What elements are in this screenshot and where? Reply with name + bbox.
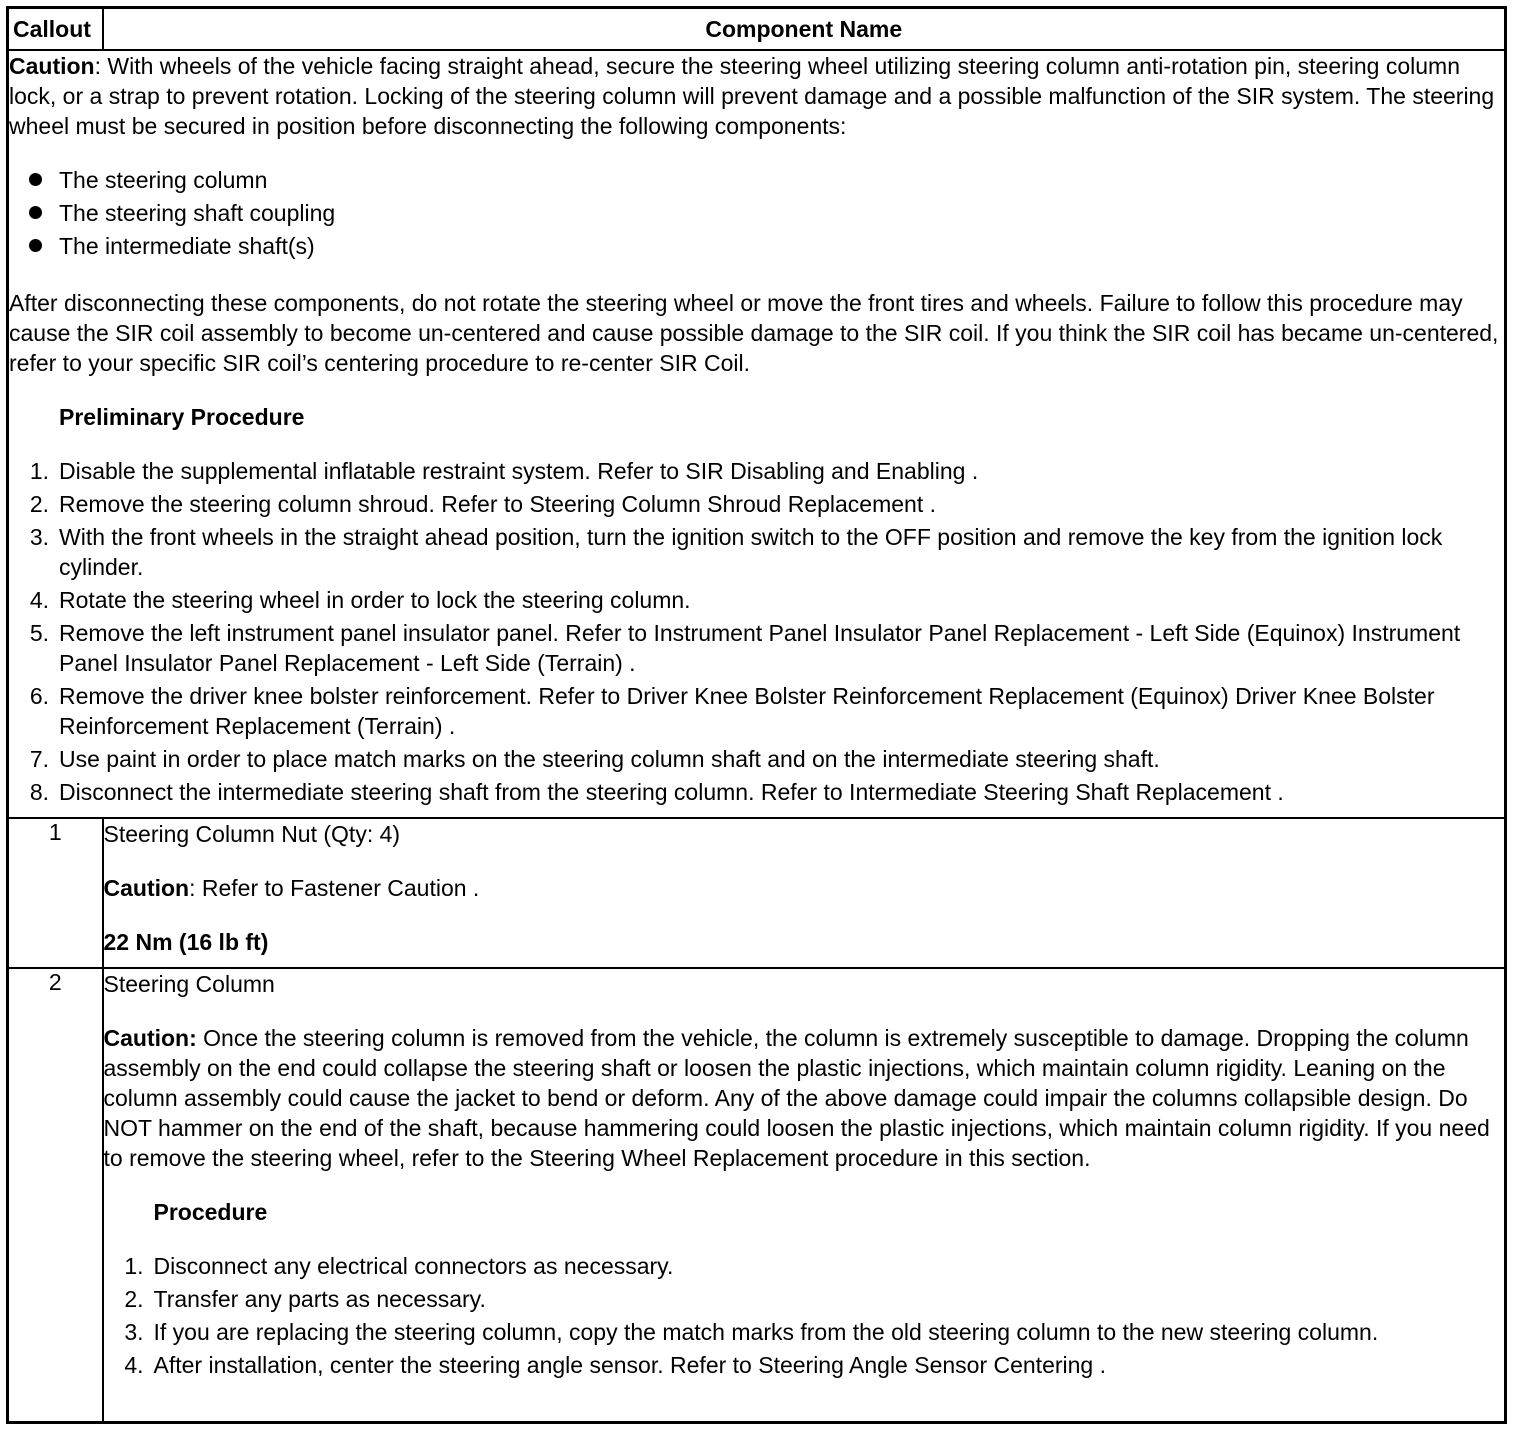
procedure-steps <box>104 1251 1505 1380</box>
preliminary-procedure-heading: Preliminary Procedure <box>59 404 305 430</box>
bullet-icon <box>29 239 42 252</box>
list-item: 1. Disable the supplemental inflatable restraint system. Refer to SIR Disabling and Enabling . <box>29 458 979 484</box>
component-name-header: Component Name <box>103 8 1506 51</box>
list-item: 8. Disconnect the intermediate steering shaft from the steering column. Refer to Intermediate Steering Shaft Replacement . <box>29 779 1284 805</box>
caution-text: : With wheels of the vehicle facing straight ahead, secure the steering wheel utilizing steering column anti-rotation pin, steering column lock, or a strap to prevent rotation. Locking of the steering column will prevent damage and a possible malfunction of the SIR system. The steering wheel must be secured in position before disconnecting the following components: <box>9 53 1495 139</box>
list-item: 4. Rotate the steering wheel in order to lock the steering column. <box>29 587 691 613</box>
preliminary-steps <box>9 456 1504 807</box>
list-item: The intermediate shaft(s) <box>9 231 1504 264</box>
bullet-icon <box>29 206 42 219</box>
intro-row <box>8 50 1506 818</box>
callout-header: Callout <box>8 8 103 51</box>
list-item: 5. Remove the left instrument panel insulator panel. Refer to Instrument Panel Insulator Panel Replacement - Left Side (Equinox) Instrument Panel Insulator Panel Replacement - Left Side (Terrain) . <box>29 620 1461 676</box>
callout-number: 2 <box>8 968 103 1423</box>
torque-spec: 22 Nm (16 lb ft) <box>103 929 269 955</box>
list-item: 3. If you are replacing the steering column, copy the match marks from the old steering column to the new steering column. <box>124 1319 1379 1345</box>
table-header-row <box>8 8 1506 51</box>
list-item: 7. Use paint in order to place match marks on the steering column shaft and on the intermediate steering shaft. <box>29 746 1160 772</box>
caution-label: Caution: <box>103 1025 197 1051</box>
component-cell <box>103 968 1506 1423</box>
list-item: 3. With the front wheels in the straight ahead position, turn the ignition switch to the OFF position and remove the key from the ignition lock cylinder. <box>29 524 1443 580</box>
list-item: 6. Remove the driver knee bolster reinforcement. Refer to Driver Knee Bolster Reinforcement Replacement (Equinox) Driver Knee Bolster Reinforcement Replacement (Terrain) . <box>29 683 1435 739</box>
component-table <box>6 6 1507 1424</box>
callout-number: 1 <box>8 818 103 968</box>
caution-label: Caution <box>103 875 190 901</box>
list-item: The steering shaft coupling <box>9 198 1504 231</box>
list-item: 1. Disconnect any electrical connectors as necessary. <box>124 1253 674 1279</box>
caution-text: Once the steering column is removed from the vehicle, the column is extremely susceptible to damage. Dropping the column assembly on the end could collapse the steering shaft or loosen the plastic injections, which maintain column rigidity. Leaning on the column assembly could cause the jacket to bend or deform. Any of the above damage could impair the columns collapsible design. Do NOT hammer on the end of the shaft, because hammering could loosen the plastic injections, which maintain column rigidity. If you need to remove the steering wheel, refer to the Steering Wheel Replacement procedure in this section. <box>103 1025 1490 1171</box>
component-caution <box>104 1023 1505 1173</box>
table-row <box>8 968 1506 1423</box>
intro-cell <box>8 50 1506 818</box>
component-cell <box>103 818 1506 968</box>
procedure-heading: Procedure <box>153 1199 268 1225</box>
list-item: The steering column <box>9 165 1504 198</box>
table-row <box>8 818 1506 968</box>
component-caution <box>104 873 1505 903</box>
bullet-icon <box>29 173 42 186</box>
list-item: 2. Transfer any parts as necessary. <box>124 1286 486 1312</box>
intro-caution <box>9 51 1504 141</box>
caution-text: : Refer to Fastener Caution . <box>189 875 480 901</box>
list-item: 2. Remove the steering column shroud. Refer to Steering Column Shroud Replacement . <box>29 491 937 517</box>
component-bullet-list <box>9 165 1504 264</box>
component-name: Steering Column <box>103 971 275 997</box>
component-name: Steering Column Nut (Qty: 4) <box>103 821 401 847</box>
list-item: 4. After installation, center the steering angle sensor. Refer to Steering Angle Sensor Centering . <box>124 1352 1107 1378</box>
caution-label: Caution <box>9 53 95 79</box>
after-disconnect-text: After disconnecting these components, do not rotate the steering wheel or move the front tires and wheels. Failure to follow this procedure may cause the SIR coil assembly to become un-centered and cause possible damage to the SIR coil. If you think the SIR coil has became un-centered, refer to your specific SIR coil’s centering procedure to re-center SIR Coil. <box>9 290 1499 376</box>
